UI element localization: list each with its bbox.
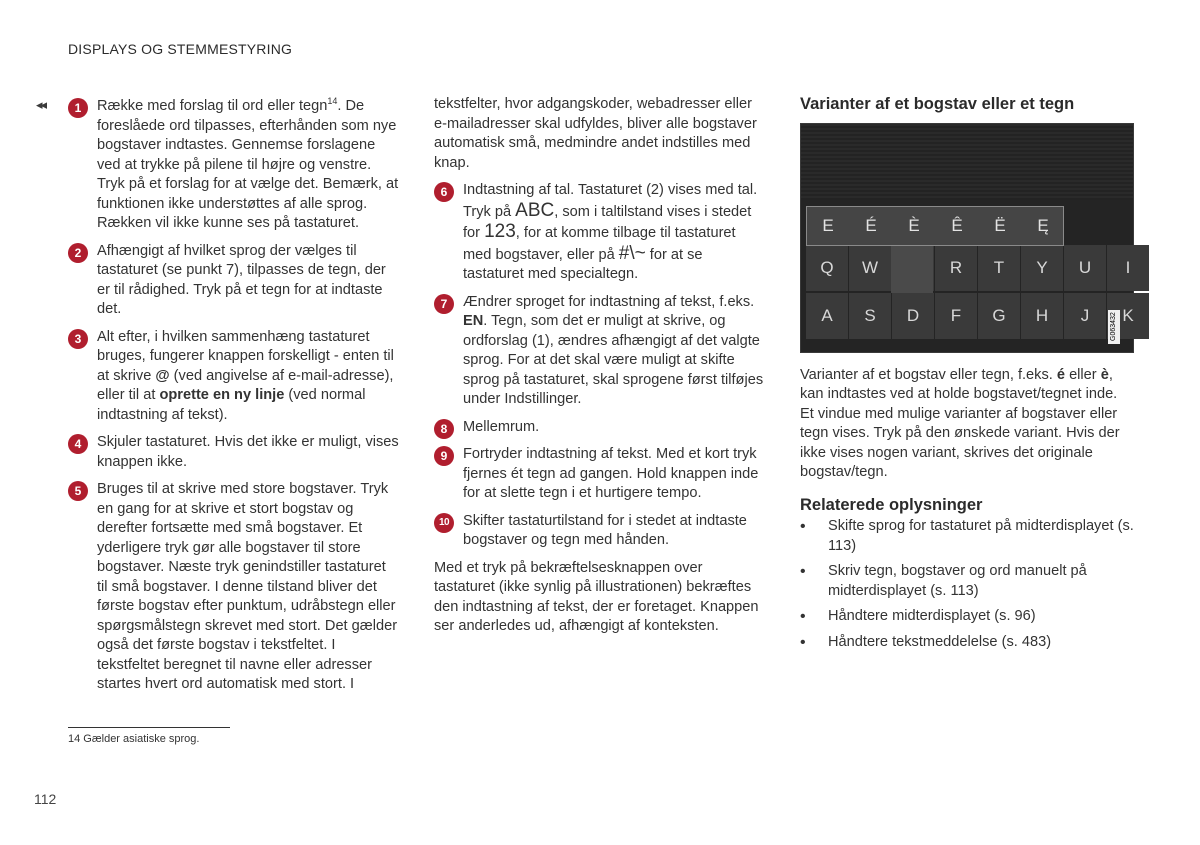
footnote-rule xyxy=(68,727,230,728)
variant-key: Ę xyxy=(1037,215,1049,235)
callout-number-badge: 9 xyxy=(434,446,454,466)
keyboard-key: I xyxy=(1107,245,1149,291)
list-item xyxy=(434,181,766,285)
related-list xyxy=(800,517,1134,652)
list-item xyxy=(434,445,766,504)
numbered-list xyxy=(434,181,766,551)
list-item-text: Ændrer sproget for indtastning af tekst, f.eks. EN. Tegn, som det er muligt at skrive, og ordforslag (1), ændres afhængigt af det valgte sprog. For at det skal være muligt at skifte sprog på tastaturet, skal sprogene først tilføjes under Indstillinger. xyxy=(463,293,764,407)
list-item xyxy=(68,97,400,234)
list-item-text: Skjuler tastaturet. Hvis det ikke er muligt, vises knappen ikke. xyxy=(97,434,399,470)
callout-number-badge: 10 xyxy=(434,513,454,533)
list-item xyxy=(68,480,400,695)
list-item xyxy=(434,512,766,551)
list-item-text: Række med forslag til ord eller tegn$^{14}$. De foreslåede ord tilpasses, efterhånden som nye bogstaver indtastes. Gennemse forslagene ved at trykke på pilene til højre og venstre. Tryk på et forslag for at vælge det. Bemærk, at funktionen ikke understøttes af alle sprog. Rækken vil ikke kunne ses på tastaturet. xyxy=(97,96,399,231)
keyboard-key: U xyxy=(1064,245,1106,291)
pressed-key-highlight xyxy=(891,245,933,293)
list-item xyxy=(68,328,400,426)
list-item-text: Bruges til at skrive med store bogstaver. Tryk en gang for at skrive et stort bogstav og derefter fortsætte med små bogstaver. Et yderligere tryk gør alle bogstaver til store bogstaver. Næste tryk genindstiller tastaturet til små bogstaver. I denne tilstand bliver det første bogstav efter punktum, udråbstegn eller spørgsmålstegn skrevet med stort. Det gælder også det første bogstav i tekstfeltet. I tekstfeltet beregnet til navne eller adresser startes hvert ord automatisk med stort. I xyxy=(97,481,398,692)
related-link[interactable]: • Håndtere tekstmeddelelse (s. 483) xyxy=(800,633,1134,653)
keyboard-key: Y xyxy=(1021,245,1063,291)
list-item-text: Afhængigt af hvilket sprog der vælges til tastaturet (se punkt 7), tilpasses de tegn, der er til rådighed. Tryk på et tegn for at indtaste det. xyxy=(97,242,386,317)
related-heading: Relaterede oplysninger xyxy=(800,495,983,514)
callout-number-badge: 2 xyxy=(68,243,88,263)
list-item xyxy=(68,433,400,472)
variant-popup xyxy=(806,206,1064,246)
related-link[interactable]: • Skriv tegn, bogstaver og ord manuelt på midterdisplayet (s. 113) xyxy=(800,562,1134,601)
variant-key: È xyxy=(908,215,920,235)
callout-number-badge: 3 xyxy=(68,329,88,349)
callout-number-badge: 5 xyxy=(68,481,88,501)
section-heading: Varianter af et bogstav eller et tegn xyxy=(800,95,1075,113)
list-item xyxy=(434,418,766,438)
list-item-text: Alt efter, i hvilken sammenhæng tastaturet bruges, fungerer knappen forskelligt - enten til at skrive @ (ved angivelse af e-mail-adresse), eller til at oprette en ny linje (ved normal indtastning af tekst). xyxy=(97,328,394,423)
callout-number-badge: 7 xyxy=(434,294,454,314)
callout-number-badge: 8 xyxy=(434,419,454,439)
variant-key: Ê xyxy=(951,215,963,235)
keyboard-illustration xyxy=(800,123,1134,353)
list-item-text: Skifter tastaturtilstand for i stedet at indtaste bogstaver og tegn med hånden. xyxy=(463,512,747,548)
related-link[interactable]: • Håndtere midterdisplayet (s. 96) xyxy=(800,607,1134,627)
list-item xyxy=(434,293,766,410)
keyboard-key: G xyxy=(978,293,1020,339)
section-header: DISPLAYS OG STEMMESTYRING xyxy=(68,41,293,57)
keyboard-key: F xyxy=(935,293,977,339)
keyboard-key: D xyxy=(892,293,934,339)
column-3 xyxy=(800,95,1134,658)
caption-paragraph: Varianter af et bogstav eller tegn, f.eks. é eller è, kan indtastes ved at holde bogstavet/tegnet inde. Et vindue med mulige varianter af bogstaver eller tegn vises. Tryk på den ønskede variant. Hvis der ikke vises nogen variant, skrives det originale bogstav/tegn. xyxy=(800,366,1120,480)
keyboard-key: Q xyxy=(806,245,848,291)
list-item-text: Fortryder indtastning af tekst. Med et kort tryk fjernes ét tegn ad gangen. Hold knappen inde for at slette tegn i et hurtigere tempo. xyxy=(463,446,759,501)
confirm-paragraph: Med et tryk på bekræftelsesknappen over tastaturet (ikke synlig på illustrationen) bekræftes den indtastning af tekst, der er foretaget. Knappen ser anderledes ud, afhængigt af konteksten. xyxy=(434,559,759,634)
continued-paragraph: tekstfelter, hvor adgangskoder, webadresser eller e-mailadresser skal udfyldes, bliver alle bogstaver automatisk små, medmindre andet indstilles med knap. xyxy=(434,96,757,171)
variant-key: E xyxy=(822,215,834,235)
footnote: 14 Gælder asiatiske sprog. xyxy=(68,733,200,745)
callout-number-badge: 1 xyxy=(68,98,88,118)
callout-number-badge: 4 xyxy=(68,434,88,454)
list-item-text: Indtastning af tal. Tastaturet (2) vises med tal. Tryk på ABC, som i taltilstand vises i stedet for 123, for at komme tilbage til tastaturet med bogstaver, eller på #\~ for at se tastaturet med specialtegn. xyxy=(463,182,758,282)
list-item-text: Mellemrum. xyxy=(463,418,540,435)
keyboard-key: J xyxy=(1064,293,1106,339)
list-item xyxy=(68,242,400,320)
page-number: 112 xyxy=(34,791,57,807)
image-code: G063432 xyxy=(1108,310,1120,344)
keyboard-key: R xyxy=(935,245,977,291)
column-2 xyxy=(434,95,766,645)
back-arrow-icon[interactable]: ◂◂ xyxy=(36,97,46,112)
column-1 xyxy=(68,97,400,703)
keyboard-suggestion-area xyxy=(801,124,1133,200)
keyboard-key: W xyxy=(849,245,891,291)
keyboard-key: T xyxy=(978,245,1020,291)
keyboard-key: A xyxy=(806,293,848,339)
variant-key: É xyxy=(865,215,877,235)
variant-key: Ë xyxy=(994,215,1006,235)
keyboard-key: S xyxy=(849,293,891,339)
related-link[interactable]: • Skifte sprog for tastaturet på midterdisplayet (s. 113) xyxy=(800,517,1134,556)
keyboard-key: K xyxy=(1107,293,1149,339)
keyboard-key: H xyxy=(1021,293,1063,339)
callout-number-badge: 6 xyxy=(434,182,454,202)
